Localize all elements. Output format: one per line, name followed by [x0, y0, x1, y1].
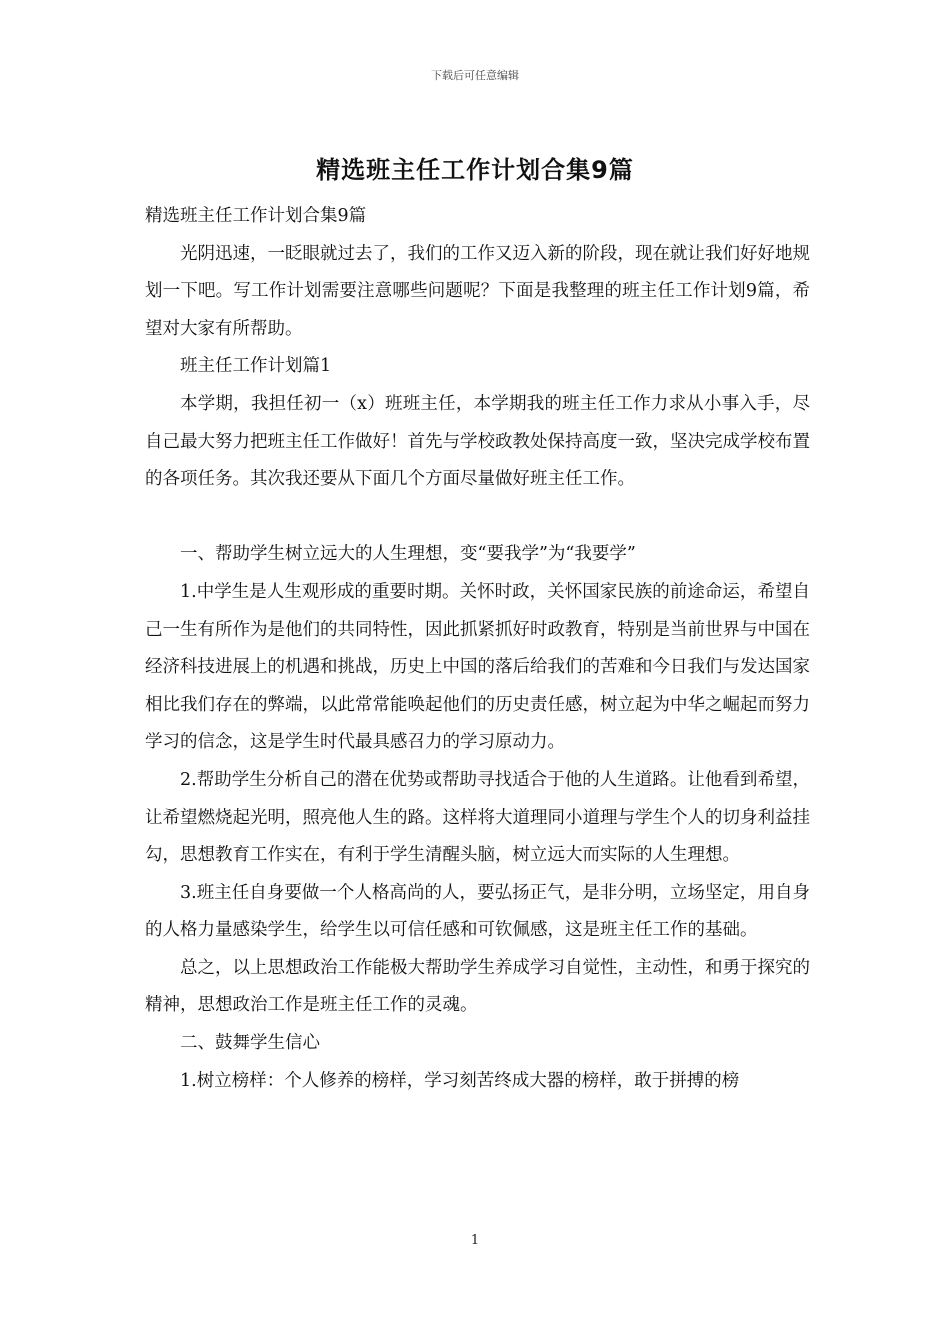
section-heading: 班主任工作计划篇1 — [180, 356, 332, 377]
paragraph: 2.帮助学生分析自己的潜在优势或帮助寻找适合于他的人生道路。让他看到希望，让希望燃烧起光明，照亮他人生的路。这样将大道理同小道理与学生个人的切身利益挂勾，思想教育工作实在，有利于学生清醒头脑，树立远大而实际的人生理想。 — [145, 769, 810, 866]
section-heading: 二、鼓舞学生信心 — [180, 1033, 320, 1054]
paragraph: 3.班主任自身要做一个人格高尚的人，要弘扬正气，是非分明，立场坚定，用自身的人格力量感染学生，给学生以可信任感和可钦佩感，这是班主任工作的基础。 — [145, 882, 810, 941]
document-title: 精选班主任工作计划合集9篇 — [316, 156, 634, 184]
paragraph: 光阴迅速，一眨眼就过去了，我们的工作又迈入新的阶段，现在就让我们好好地规划一下吧。写工作计划需要注意哪些问题呢？下面是我整理的班主任工作计划9篇，希望对大家有所帮助。 — [145, 243, 810, 339]
page-number: 1 — [470, 1233, 480, 1248]
page-header-note: 下载后可任意编辑 — [431, 69, 519, 82]
document-subtitle: 精选班主任工作计划合集9篇 — [145, 206, 367, 226]
blank-line — [145, 499, 810, 537]
paragraph: 1.中学生是人生观形成的重要时期。关怀时政，关怀国家民族的前途命运，希望自己一生有所作为是他们的共同特性，因此抓紧抓好时政教育，特别是当前世界与中国在经济科技进展上的机遇和挑战，历史上中国的落后给我们的苦难和今日我们与发达国家相比我们存在的弊端，以此常常能唤起他们的历史责任感，树立起为中华之崛起而努力学习的信念，这是学生时代最具感召力的学习原动力。 — [145, 581, 810, 753]
paragraph: 1.树立榜样：个人修养的榜样，学习刻苦终成大器的榜样，敢于拼搏的榜 — [180, 1070, 740, 1091]
paragraph: 总之，以上思想政治工作能极大帮助学生养成学习自觉性，主动性，和勇于探究的精神，思想政治工作是班主任工作的灵魂。 — [145, 957, 810, 1016]
document-body — [145, 198, 810, 1100]
paragraph: 本学期，我担任初一（x）班班主任，本学期我的班主任工作力求从小事入手，尽自己最大努力把班主任工作做好！首先与学校政教处保持高度一致，坚决完成学校布置的各项任务。其次我还要从下面几个方面尽量做好班主任工作。 — [145, 393, 810, 490]
section-heading: 一、帮助学生树立远大的人生理想，变“要我学”为“我要学” — [180, 544, 636, 565]
